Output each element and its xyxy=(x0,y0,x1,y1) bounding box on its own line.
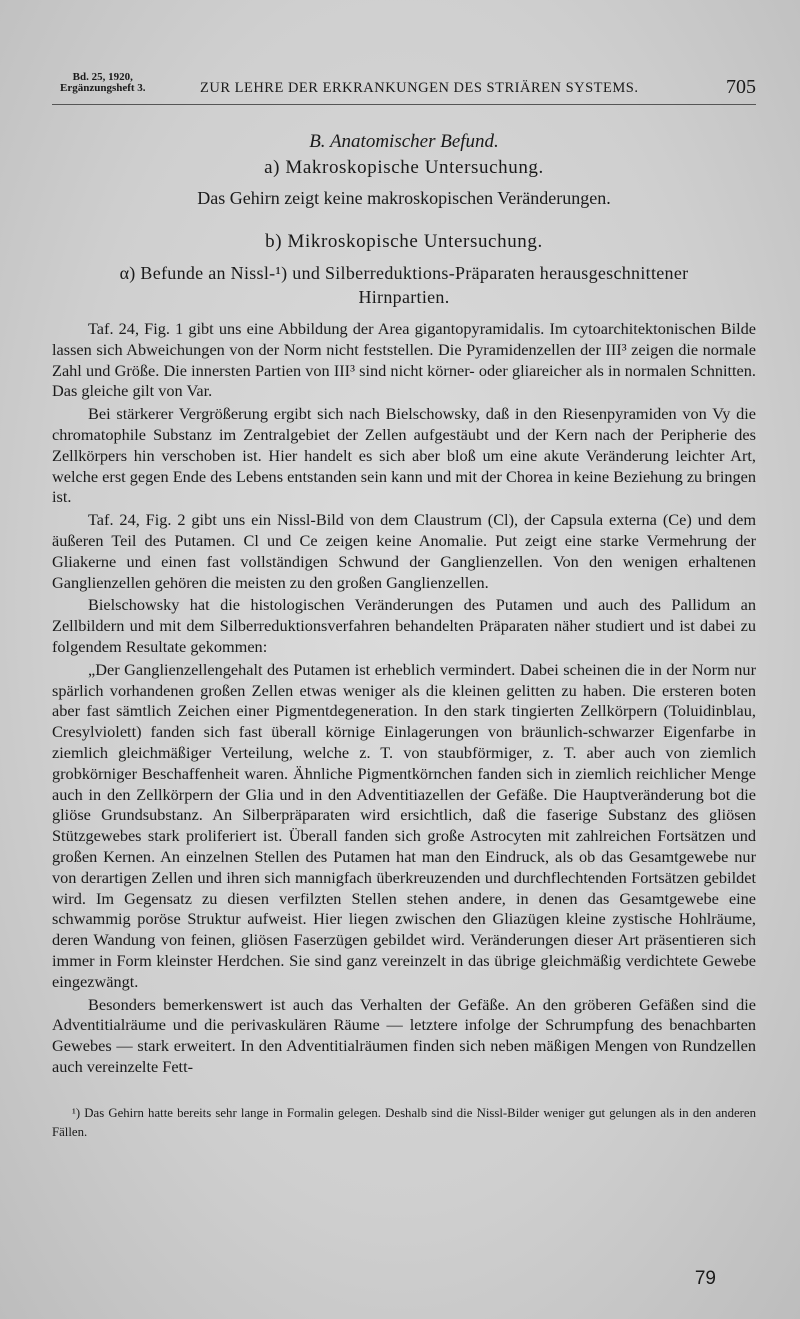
subheading-microscopic: b) Mikroskopische Untersuchung. xyxy=(265,231,543,252)
paragraph: Taf. 24, Fig. 2 gibt uns ein Nissl-Bild von dem Claustrum (Cl), der Capsula externa (Ce) und dem äußeren Teil des Putamen. Cl und Ce zeigen keine Anomalie. Put zeigt eine starke Vermehrung der Gliakerne und einen fast vollständigen Schwund der Ganglienzellen. Von den wenigen erhaltenen Ganglienzellen gehören die meisten zu den großen Ganglienzellen. xyxy=(52,510,756,592)
alpha-heading-line-1: α) Befunde an Nissl-¹) und Silberreduktions-Präparaten herausgeschnittener xyxy=(119,263,689,283)
page-header xyxy=(52,68,756,105)
subheading-macroscopic: a) Makroskopische Untersuchung. xyxy=(264,157,544,178)
paragraph: Bei stärkerer Vergrößerung ergibt sich nach Bielschowsky, daß in den Riesenpyramiden von Vy die chromatophile Substanz im Zentralgebiet der Zellen aufgestäubt und der Kern nach der Peripherie des Zellkörpers hin verschoben ist. Hier handelt es sich aber bloß um eine akute Veränderung leichter Art, welche erst gegen Ende des Lebens entstanden sein kann und mit der Chorea in keine Beziehung zu bringen ist. xyxy=(52,404,756,507)
macroscopic-finding: Das Gehirn zeigt keine makroskopischen Veränderungen. xyxy=(197,188,611,208)
alpha-heading-line-2: Hirnpartien. xyxy=(358,287,450,307)
footnote: ¹) Das Gehirn hatte bereits sehr lange in Formalin gelegen. Deshalb sind die Nissl-Bilder weniger gut gelungen als in den anderen Fällen. xyxy=(52,1105,756,1139)
page-number: 705 xyxy=(726,76,756,98)
volume-line-2: Ergänzungsheft 3. xyxy=(60,82,146,94)
paragraph: Bielschowsky hat die histologischen Veränderungen des Putamen und auch des Pallidum an Zellbildern und mit dem Silberreduktionsverfahren behandelten Präparaten näher studiert und ist dabei zu folgendem Resultate gekommen: xyxy=(52,595,756,656)
signature-mark: 79 xyxy=(694,1268,716,1289)
running-title: ZUR LEHRE DER ERKRANKUNGEN DES STRIÄREN SYSTEMS. xyxy=(200,80,639,96)
volume-info xyxy=(60,72,146,94)
body-text xyxy=(52,319,756,1078)
paragraph: Taf. 24, Fig. 1 gibt uns eine Abbildung der Area gigantopyramidalis. Im cytoarchitektonischen Bilde lassen sich Abweichungen von der Norm nicht feststellen. Die Pyramidenzellen der III³ zeigen die normale Zahl und Größe. Die innersten Partien von III³ sind nicht körner- oder gliareicher als in normalen Schnitten. Das gleiche gilt von Var. xyxy=(52,319,756,401)
paragraph: Besonders bemerkenswert ist auch das Verhalten der Gefäße. An den gröberen Gefäßen sind die Adventitialräume und die perivaskulären Räume — letztere infolge der Schrumpfung des benachbarten Gewebes — stark erweitert. In den Adventitialräumen finden sich neben mäßigen Mengen von Rundzellen auch vereinzelte Fett- xyxy=(52,994,756,1076)
volume-line-1: Bd. 25, 1920, xyxy=(72,71,133,83)
section-heading: B. Anatomischer Befund. xyxy=(309,131,499,152)
paragraph: „Der Ganglienzellengehalt des Putamen ist erheblich vermindert. Dabei scheinen die in der Norm nur spärlich vorhandenen großen Zellen etwas weniger als die kleinen gelitten zu haben. Die ersteren boten aber fast sämtlich Zeichen einer Pigmentdegeneration. In den stark tingierten Zellkörpern (Toluidinblau, Cresylviolett) fanden sich fast überall körnige Einlagerungen von bräunlich-schwarzer Eigenfarbe in ziemlich gleichmäßiger Verteilung, welche z. T. von staubförmiger, z. T. aber auch von ziemlich grobkörniger Beschaffenheit waren. Ähnliche Pigmentkörnchen fanden sich in ziemlich reichlicher Menge auch in den Zellkörpern der Glia und in den Adventitiazellen der Gefäße. Die Hauptveränderung bot die gliöse Grundsubstanz. An Silberpräparaten wird ersichtlich, daß die faserige Substanz des gliösen Stützgewebes stark proliferiert ist. Überall fanden sich große Astrocyten mit zahlreichen Fortsätzen und großen Kernen. An einzelnen Stellen des Putamen hat man den Eindruck, als ob das Gesamtgewebe nur von derartigen Zellen und ihren sich mannigfach überkreuzenden und durchflechtenden Fortsätzen gebildet wird. Im Gegensatz zu diesen verfilzten Stellen stehen andere, in denen das Gesamtgewebe eine schwammig poröse Struktur aufweist. Hier liegen zwischen den Gliazügen kleine zystische Hohlräume, deren Wandung von feinen, gliösen Faserzügen gebildet wird. Veränderungen dieser Art präsentieren sich immer in Form kleinster Herdchen. Sie sind ganz vereinzelt in das übrige gleichmäßig verdichtete Gewebe eingezwängt. xyxy=(52,659,756,991)
